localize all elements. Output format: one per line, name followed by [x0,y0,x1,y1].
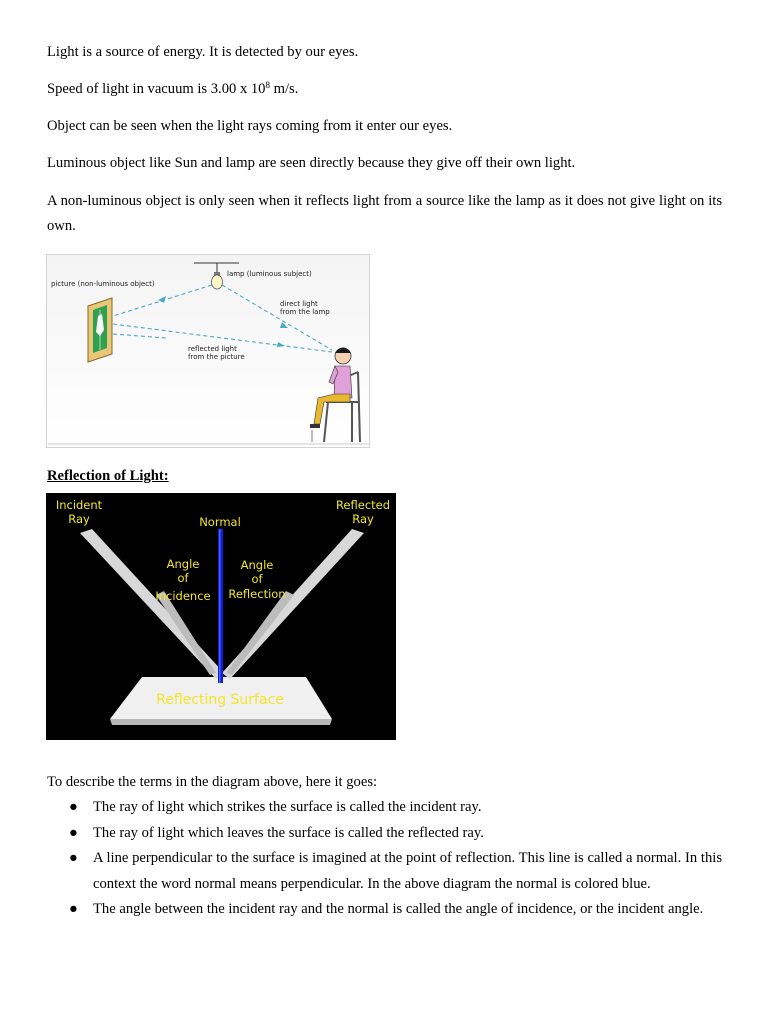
list-item-text: The angle between the incident ray and the normal is called the angle of incidence, or the incident angle. [93,901,704,917]
reflected-light-label: reflected light [188,345,237,353]
paragraph-luminous: Luminous object like Sun and lamp are seen directly because they give off their own light. [47,155,576,171]
angle-reflection-label: Angle [240,558,274,572]
list-item [47,897,722,923]
normal-label: Normal [199,515,241,529]
direct-light-label-2: from the lamp [280,308,330,316]
speed-unit: m/s. [269,81,299,97]
angle-incidence-label-3: Incidence [155,589,211,603]
angle-reflection-label-3: Reflection [228,587,286,601]
list-item-text: The ray of light which strikes the surface is called the incident ray. [93,799,482,815]
definitions-list [47,795,722,923]
list-item-text: A line perpendicular to the surface is imagined at the point of reflection. This line is called a normal. In this context the word normal means perpendicular. In the above diagram the normal is colored blue. [93,850,722,892]
incident-label: Incident [55,498,103,512]
lamp-label: lamp (luminous subject) [227,270,312,278]
paragraph-object-seen: Object can be seen when the light rays coming from it enter our eyes. [47,118,453,134]
paragraph-non-luminous: A non-luminous object is only seen when it reflects light from a source like the lamp as it does not give light on its own. [47,193,722,234]
list-item [47,846,722,897]
reflected-label: Reflected [335,498,391,512]
section-heading-reflection: Reflection of Light: [47,468,169,484]
bullet-icon: ● [69,850,78,866]
reflection-diagram [46,493,396,740]
angle-reflection-label-2: of [251,572,263,586]
bullet-icon: ● [69,799,78,815]
incident-label-2: Ray [68,512,90,526]
picture-icon [88,298,112,362]
lamp-picture-figure [46,254,371,449]
bullet-icon: ● [69,901,78,917]
list-item [47,821,722,847]
paragraph-light-energy: Light is a source of energy. It is detected by our eyes. [47,44,359,60]
angle-incidence-label: Angle [166,557,200,571]
reflected-light-label-2: from the picture [188,353,245,361]
bullet-icon: ● [69,824,78,841]
angle-incidence-label-2: of [177,571,189,585]
intro-text: To describe the terms in the diagram above, here it goes: [47,774,378,790]
surface-label: Reflecting Surface [156,692,284,708]
list-item-text: The ray of light which leaves the surface is called the reflected ray. [93,824,484,841]
direct-light-label: direct light [280,300,318,308]
list-item [47,795,722,821]
speed-text: Speed of light in vacuum is 3.00 x 10 [47,81,266,97]
paragraph-speed-of-light [47,77,298,102]
speed-exponent: 8 [265,80,270,90]
picture-label: picture (non-luminous object) [51,280,155,288]
reflected-label-2: Ray [352,512,374,526]
